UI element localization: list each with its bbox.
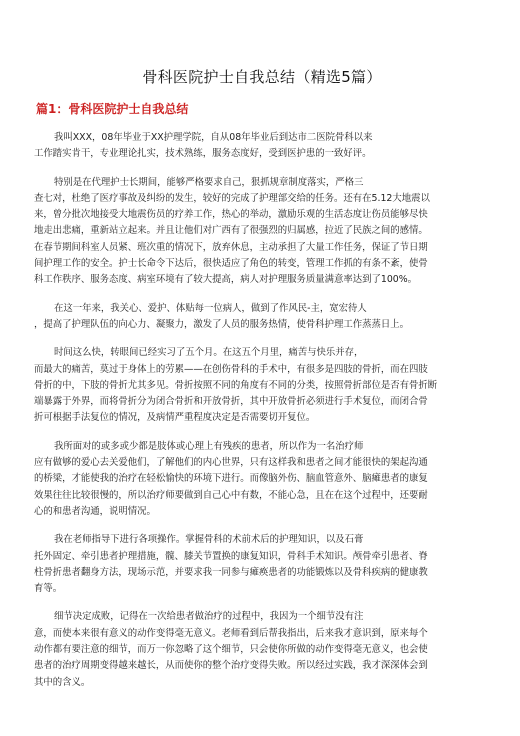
paragraph-5 <box>34 439 490 520</box>
paragraph-line: 工作踏实肯干，专业理论扎实，技术熟练，服务态度好，受到医护患的一致好评。 <box>34 148 372 160</box>
paragraph-line: 折可根据手法复位的情况，及病情严重程度决定是否需要切开复位。 <box>34 412 316 424</box>
paragraph-line: 而最大的痛苦，莫过于身体上的劳累——在创伤骨科的手术中，有很多是四肢的骨折，而在四肢 <box>34 363 428 375</box>
paragraph-1 <box>34 130 490 163</box>
document-title: 骨科医院护士自我总结（精选5篇） <box>142 68 382 86</box>
paragraph-line: 我所面对的或多或少都是肢体或心理上有残疾的患者，所以作为一名治疗师 <box>54 440 364 452</box>
paragraph-4 <box>34 345 490 426</box>
paragraph-line: 托外固定、牵引患者护理措施，髋、膝关节置换的康复知识，骨科手术知识。颅骨牵引患者、脊 <box>34 550 428 562</box>
section-heading: 篇1：骨科医院护士自我总结 <box>36 102 189 116</box>
paragraph-line: ，提高了护理队伍的向心力、凝聚力，激发了人员的服务热情，使骨科护理工作蒸蒸日上。 <box>34 318 410 330</box>
paragraph-line: 科工作秩序、服务态度、病室环境有了较大提高，病人对护理服务质量满意率达到了100%。 <box>34 274 418 286</box>
paragraph-2 <box>34 175 490 289</box>
paragraph-line: 时间这么快，转眼间已经实习了五个月。在这五个月里，痛苦与快乐并存， <box>54 347 364 359</box>
paragraph-line: 柱骨折患者翻身方法，现场示范，并要求我一同参与瘫痪患者的功能锻炼以及骨科疾病的健康教 <box>34 566 428 578</box>
paragraph-line: 来，曾分批次地接受大地震伤员的疗养工作，热心的举动，激励乐观的生活态度让伤员能够尽快 <box>34 209 428 221</box>
paragraph-line: 地走出悲痛，重新站立起来。并且让他们对广西有了很强烈的归属感，拉近了民族之间的感情。 <box>34 225 428 237</box>
paragraph-line: 其中的含义。 <box>34 676 91 688</box>
paragraph-line: 端暴露于外界，而将骨折分为闭合骨折和开放骨折，其中开放骨折必须进行手术复位，而闭合骨 <box>34 396 428 408</box>
paragraph-line: 查七对，杜绝了医疗事故及纠纷的发生，较好的完成了护理部交给的任务。还有在5.12大地震以 <box>34 192 430 204</box>
paragraph-line: 在这一年来，我关心、爱护、体贴每一位病人，做到了作风民-主，宽宏待人 <box>54 302 367 314</box>
paragraph-line: 我叫XXX，08年毕业于XX护理学院，自从08年毕业后到达市二医院骨科以来 <box>54 132 373 143</box>
paragraph-line: 心的和患者沟通，说明情况。 <box>34 505 156 517</box>
paragraph-line: 特别是在代理护士长期间，能够严格要求自己，狠抓规章制度落实，严格三 <box>54 176 364 188</box>
paragraph-line: 骨折的中，下肢的骨折尤其多见。骨折按照不同的角度有不同的分类，按照骨折部位是否有骨折断 <box>34 379 438 391</box>
paragraph-line: 意，而使本来很有意义的动作变得毫无意义。老师看到后帮我指出，后来我才意识到，原来每个 <box>34 627 428 639</box>
paragraph-line: 效果往往比较很慢的，所以治疗师要做到自己心中有数，不能心急，且在在这个过程中，还要耐 <box>34 489 428 501</box>
paragraph-line: 患者的治疗周期变得越来越长，从而使你的整个治疗变得失败。所以经过实践，我才深深体会到 <box>34 660 428 672</box>
paragraph-line: 间护理工作的安全。护士长命令下达后，很快适应了角色的转变，管理工作抓的有条不紊，使骨 <box>34 258 428 270</box>
paragraph-line: 在春节期间科室人员紧、班次重的情况下，放弃休息，主动承担了大量工作任务，保证了节日期 <box>34 241 428 253</box>
paragraph-line: 我在老师指导下进行各项操作。掌握骨科的术前术后的护理知识，以及石膏 <box>54 534 364 546</box>
paragraph-line: 应有做够的爱心去关爱他们，了解他们的内心世界，只有这样我和患者之间才能很快的架起沟通 <box>34 457 428 469</box>
paragraph-6 <box>34 532 490 597</box>
paragraph-3 <box>34 301 490 334</box>
paragraph-line: 动作都有要注意的细节，而万一你忽略了这个细节，只会使你所做的动作变得毫无意义，也会使 <box>34 644 428 656</box>
paragraph-line: 细节决定成败，记得在一次给患者做治疗的过程中，我因为一个细节没有注 <box>54 611 364 623</box>
paragraph-line: 的桥梁，才能使我的治疗在轻松愉快的环境下进行。而像脑外伤、脑血管意外、脑瘫患者的康复 <box>34 473 428 485</box>
paragraph-7 <box>34 609 490 690</box>
paragraph-line: 育等。 <box>34 583 63 595</box>
